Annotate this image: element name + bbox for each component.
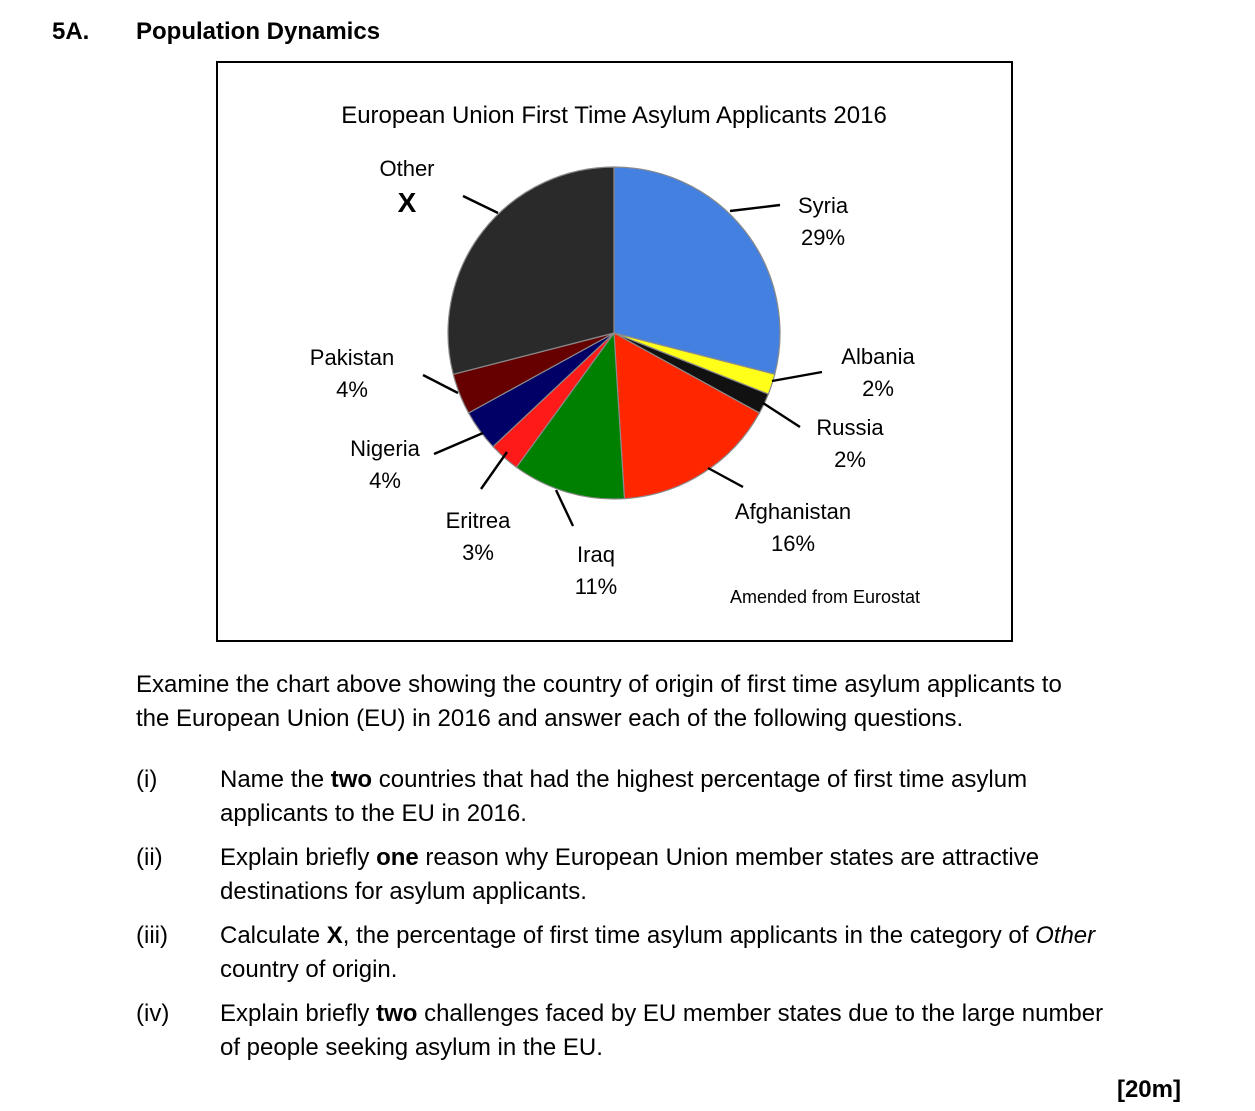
question-number-label: (iii) bbox=[136, 922, 168, 949]
question-text-part: applicants to the EU in 2016. bbox=[220, 800, 527, 827]
pie-slices bbox=[448, 167, 780, 499]
leader-line-iraq bbox=[556, 490, 573, 526]
marks-total: [20m] bbox=[1116, 1076, 1181, 1103]
question-text-part: Explain briefly bbox=[220, 844, 377, 871]
leader-line-syria bbox=[730, 205, 780, 211]
question-number: 5A. bbox=[52, 18, 90, 45]
leader-line-eritrea bbox=[481, 452, 507, 489]
question-text bbox=[220, 997, 1180, 1065]
slice-value-iraq: 11% bbox=[574, 574, 618, 599]
question-keyword: X bbox=[326, 922, 343, 949]
chart-source: Amended from Eurostat bbox=[729, 587, 921, 607]
question-text-part: , the percentage of first time asylum applicants in the category of bbox=[342, 922, 1036, 949]
leader-line-albania bbox=[772, 372, 822, 381]
label-group-albania bbox=[772, 344, 915, 401]
leader-line-other bbox=[463, 196, 498, 213]
slice-label-other: Other bbox=[379, 156, 435, 181]
question-number-label: (ii) bbox=[136, 844, 163, 871]
slice-label-eritrea: Eritrea bbox=[445, 508, 511, 533]
intro-line-2: the European Union (EU) in 2016 and answer each of the following questions. bbox=[136, 705, 964, 732]
slice-label-iraq: Iraq bbox=[577, 542, 615, 567]
label-group-nigeria bbox=[350, 433, 483, 493]
label-group-afghanistan bbox=[708, 468, 851, 556]
label-group-pakistan bbox=[310, 345, 458, 402]
question-text-part: of people seeking asylum in the EU. bbox=[220, 1034, 603, 1061]
question-keyword: one bbox=[376, 844, 419, 871]
slice-value-other: X bbox=[397, 187, 417, 218]
slice-label-nigeria: Nigeria bbox=[350, 436, 420, 461]
question-text-part: country of origin. bbox=[220, 956, 398, 983]
question-number-label: (iv) bbox=[136, 1000, 170, 1027]
question-number-label: (i) bbox=[136, 766, 158, 793]
question-text-part: Explain briefly bbox=[220, 1000, 377, 1027]
slice-label-albania: Albania bbox=[841, 344, 915, 369]
slice-label-afghanistan: Afghanistan bbox=[734, 499, 852, 524]
leader-line-russia bbox=[763, 403, 800, 427]
section-title: Population Dynamics bbox=[136, 18, 381, 45]
question-keyword: two bbox=[330, 766, 373, 793]
slice-value-syria: 29% bbox=[800, 225, 846, 250]
question-text-part: challenges faced by EU member states due to the large number bbox=[417, 1000, 1104, 1027]
slice-label-syria: Syria bbox=[797, 193, 849, 218]
slice-value-pakistan: 4% bbox=[336, 377, 368, 402]
question-keyword: two bbox=[376, 1000, 418, 1027]
pie-chart bbox=[218, 63, 1015, 644]
label-group-russia bbox=[763, 403, 884, 472]
slice-value-albania: 2% bbox=[862, 376, 894, 401]
slice-label-pakistan: Pakistan bbox=[309, 345, 395, 370]
question-text-part: countries that had the highest percentage of first time asylum bbox=[372, 766, 1028, 793]
slice-value-russia: 2% bbox=[834, 447, 866, 472]
intro-line-1: Examine the chart above showing the country of origin of first time asylum applicants to bbox=[136, 671, 1062, 698]
label-group-iraq bbox=[556, 490, 617, 599]
chart-title: European Union First Time Asylum Applicants 2016 bbox=[341, 102, 887, 129]
question-text bbox=[220, 841, 1180, 909]
label-group-other bbox=[379, 156, 498, 218]
question-text-part: destinations for asylum applicants. bbox=[220, 878, 587, 905]
slice-value-eritrea: 3% bbox=[462, 540, 494, 565]
leader-line-nigeria bbox=[434, 433, 483, 454]
question-text-part: Name the bbox=[220, 766, 331, 793]
label-group-eritrea bbox=[446, 452, 512, 565]
question-text-part: reason why European Union member states are attractive bbox=[418, 844, 1040, 871]
leader-line-afghanistan bbox=[708, 468, 743, 487]
leader-line-pakistan bbox=[423, 375, 458, 393]
question-text bbox=[220, 919, 1180, 987]
question-text-part: Calculate bbox=[220, 922, 327, 949]
slice-value-nigeria: 4% bbox=[369, 468, 401, 493]
slice-label-russia: Russia bbox=[816, 415, 884, 440]
question-italic-term: Other bbox=[1035, 922, 1096, 949]
question-text bbox=[220, 763, 1180, 831]
slice-value-afghanistan: 16% bbox=[770, 531, 816, 556]
chart-frame bbox=[216, 61, 1013, 642]
